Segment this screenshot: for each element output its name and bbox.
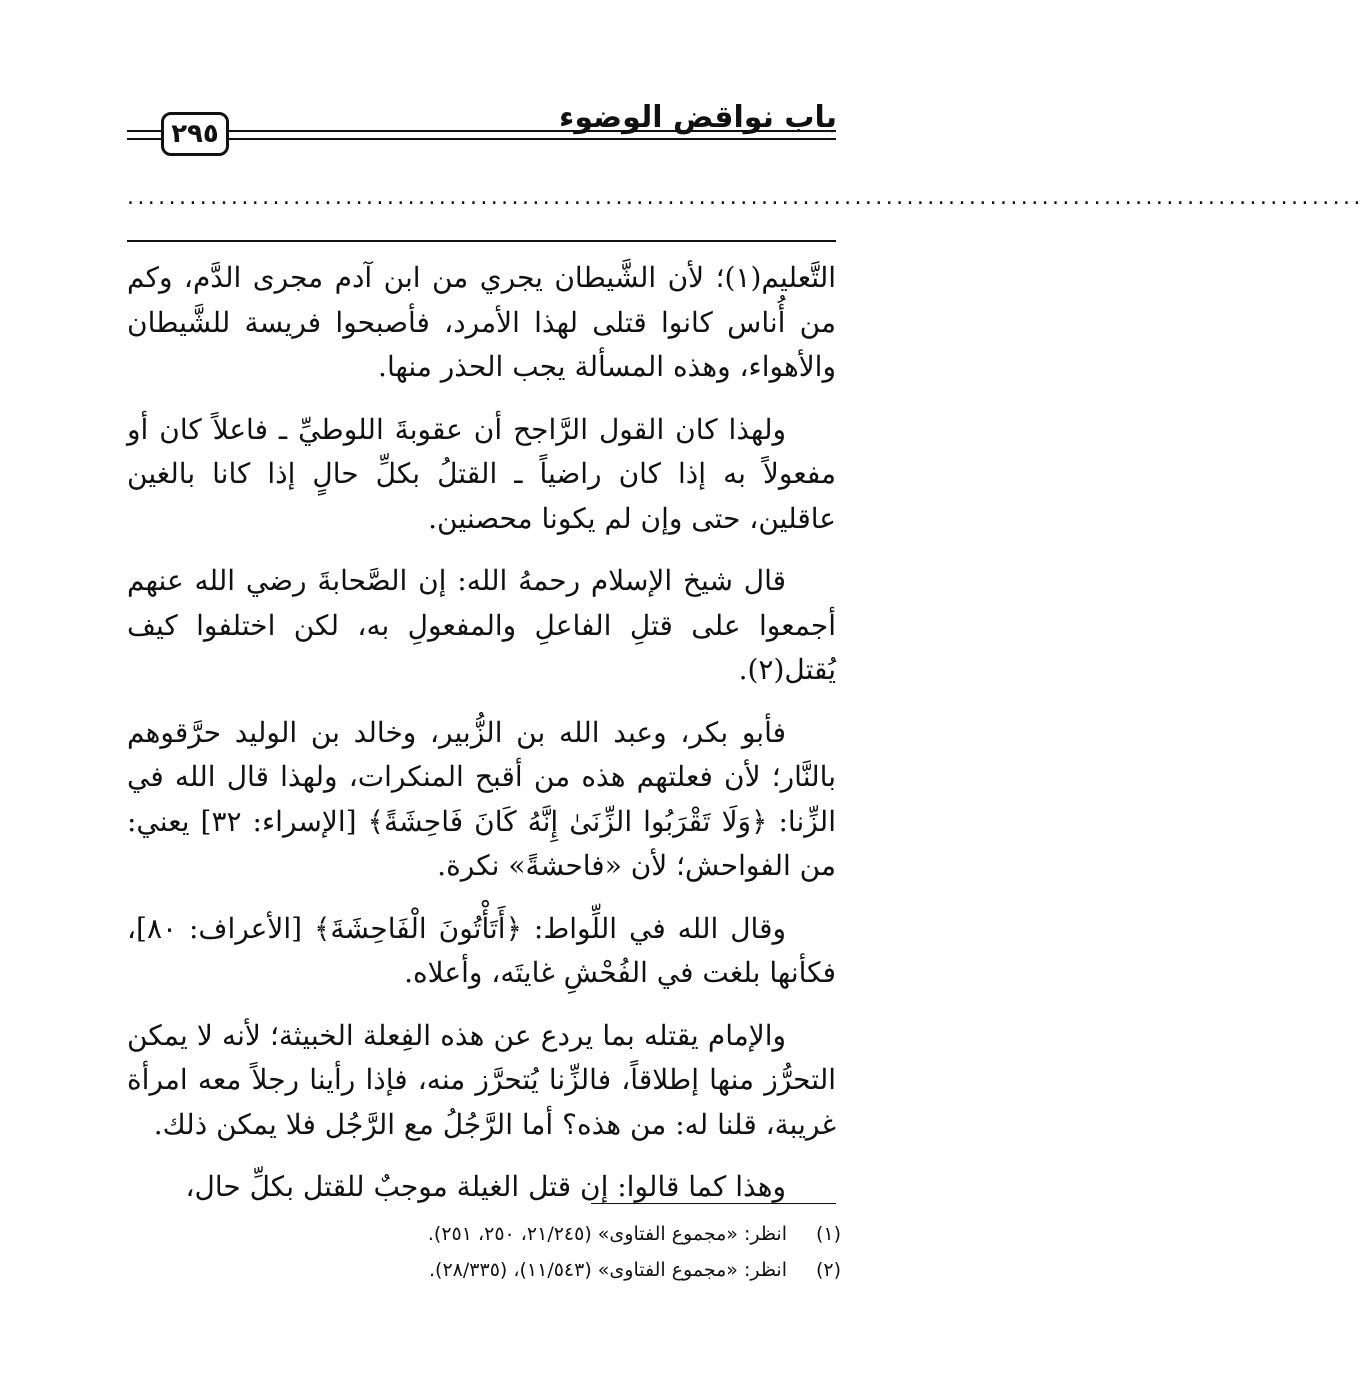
paragraph-4: فأبو بكر، وعبد الله بن الزُّبير، وخالد بن الوليد حرَّقوهم بالنَّار؛ لأن فعلتهم هذه من أقبح المنكرات، ولهذا قال الله في الزِّنا: ﴿وَلَا تَقْرَبُوا الزِّنَىٰ إِنَّهُ كَانَ فَاحِشَةً﴾ [الإسراء: ٣٢] يعني: من الفواحش؛ لأن «فاحشةً» نكرة. xyxy=(127,715,836,882)
paragraph-5: وقال الله في اللِّواط: ﴿أَتَأْتُونَ الْفَاحِشَةَ﴾ [الأعراف: ٨٠]، فكأنها بلغت في الفُحْشِ غايتَه، وأعلاه. xyxy=(127,911,836,989)
paragraph-7: وهذا كما قالوا: إن قتل الغيلة موجبٌ للقتل بكلِّ حال، xyxy=(185,1170,786,1203)
dotted-separator: ....................................................................................................................... xyxy=(127,185,1364,210)
paragraph-1: التَّعليم(١)؛ لأن الشَّيطان يجري من ابن آدم مجرى الدَّم، وكم من أُناس كانوا قتلى لهذا الأمرد، فأصبحوا فريسة للشَّيطان والأهواء، وهذه المسألة يجب الحذر منها. xyxy=(127,261,836,383)
footnotes xyxy=(201,1216,841,1288)
footnote-1-number: (١) xyxy=(815,1223,841,1245)
footnote-2-number: (٢) xyxy=(815,1259,841,1281)
header-rule-bottom xyxy=(229,138,836,140)
paragraph-3: قال شيخ الإسلام رحمهُ الله: إن الصَّحابةَ رضي الله عنهم أجمعوا على قتلِ الفاعلِ والمفعولِ به، لكن اختلفوا كيف يُقتل(٢). xyxy=(127,564,836,686)
footnote-2 xyxy=(201,1252,841,1288)
footnote-1-text: انظر: «مجموع الفتاوى» (٢١/٢٤٥، ٢٥٠، ٢٥١). xyxy=(427,1223,787,1245)
header-rule-left-top xyxy=(127,130,161,132)
footnote-1 xyxy=(201,1216,841,1252)
footnote-separator xyxy=(591,1203,836,1204)
header-rule-left-bottom xyxy=(127,138,161,140)
paragraph-2: ولهذا كان القول الرَّاجح أن عقوبةَ اللوطيِّ ـ فاعلاً كان أو مفعولاً به إذا كان راضياً ـ القتلُ بكلِّ حالٍ إذا كانا بالغين عاقلين، حتى وإن لم يكونا محصنين. xyxy=(127,412,836,535)
footnote-2-text: انظر: «مجموع الفتاوى» (١١/٥٤٣)، (٢٨/٣٣٥). xyxy=(429,1259,787,1281)
main-text xyxy=(127,256,836,1228)
content-top-rule xyxy=(127,240,836,242)
header-rule-top xyxy=(229,130,836,132)
page-number: ٢٩٥ xyxy=(161,112,229,156)
chapter-title: باب نواقض الوضوء xyxy=(559,100,837,135)
paragraph-6: والإمام يقتله بما يردع عن هذه الفِعلة الخبيثة؛ لأنه لا يمكن التحرُّز منها إطلاقاً، فالزِّنا يُتحرَّز منه، فإذا رأينا رجلاً معه امرأة غريبة، قلنا له: من هذه؟ أما الرَّجُلُ مع الرَّجُل فلا يمكن ذلك. xyxy=(127,1018,836,1141)
